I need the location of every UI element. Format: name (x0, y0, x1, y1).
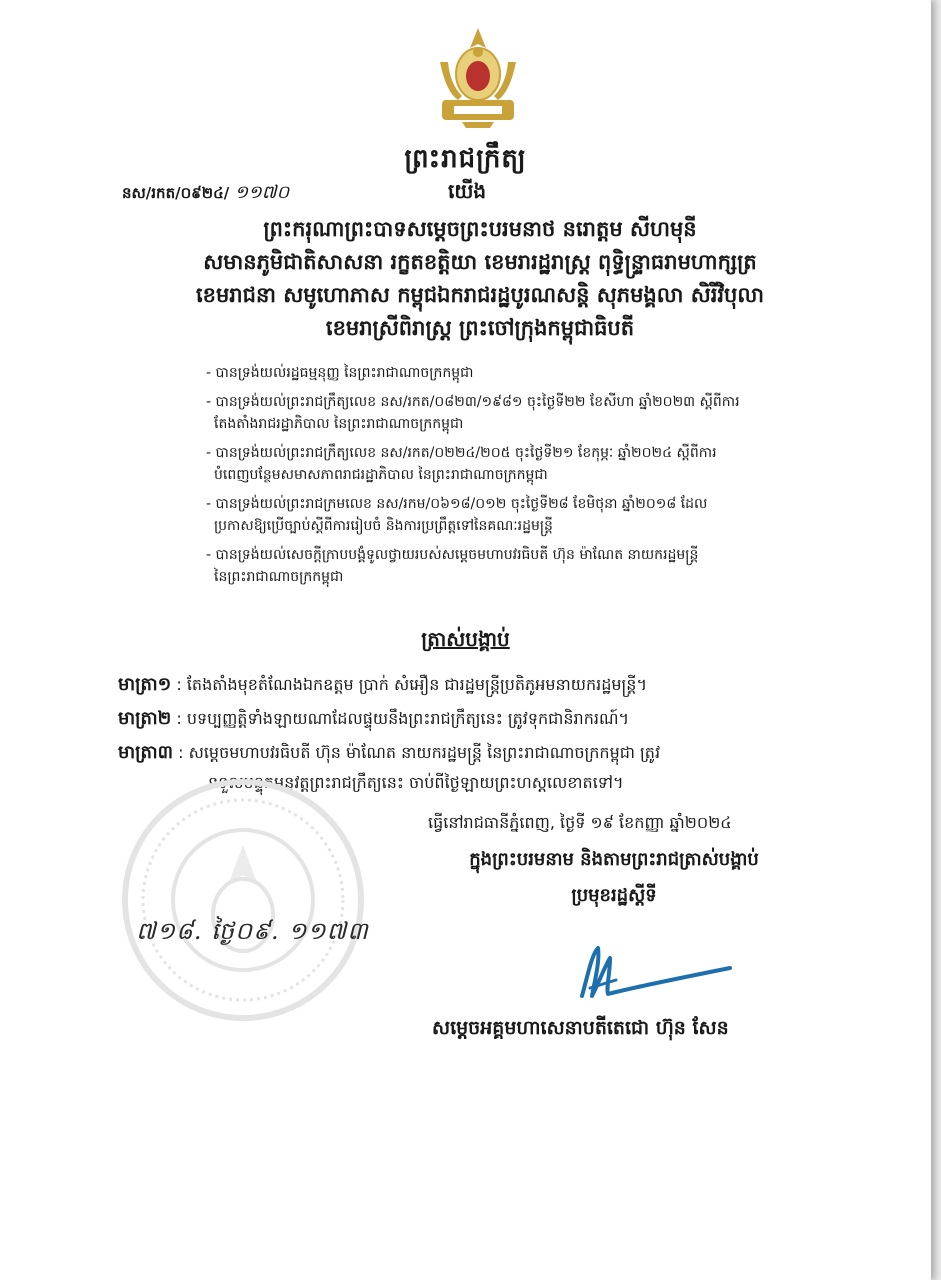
recital-text-cont: តែងតាំងរាជរដ្ឋាភិបាល នៃព្រះរាជាណាចក្រកម្ពុជា (214, 416, 464, 432)
article-text: : បទប្បញ្ញត្ដិទាំងឡាយណាដែលផ្ទុយនឹងព្រះរាជក្រឹត្យនេះ ត្រូវទុកជានិរាករណ៍។ (171, 709, 630, 728)
article-text-cont: ទទួលបន្ទុកអនុវត្ដព្រះរាជក្រឹត្យនេះ ចាប់ពីថ្ងៃឡាយព្រះហស្ដលេខាតទៅ។ (208, 773, 624, 792)
recitals-list (206, 362, 836, 595)
article-text: : តែងតាំងមុខតំណែងឯកឧត្ដម ប្រាក់ សំអឿន ជារដ្ឋមន្ដ្រីប្រតិភូអមនាយករដ្ឋមន្ដ្រី។ (171, 675, 648, 694)
recital-text-cont: ប្រកាសឱ្យប្រើច្បាប់ស្ដីពីការរៀបចំ និងការប្រព្រឹត្ដទៅនៃគណៈរដ្ឋមន្ដ្រី (214, 518, 553, 534)
recital-text: - បានទ្រង់យល់សេចក្ដីក្រាបបង្គំទូលថ្វាយរបស់សម្ដេចមហាបវរធិបតី ហ៊ុន ម៉ាណែត នាយករដ្ឋមន្ដ្រី (206, 547, 699, 563)
recital-item (206, 493, 836, 537)
article-text: : សម្ដេចមហាបវរធិបតី ហ៊ុន ម៉ាណែត នាយករដ្ឋមន្ដ្រី នៃព្រះរាជាណាចក្រកម្ពុជា ត្រូវ (173, 743, 661, 762)
authority-line: ក្នុងព្រះបរមនាម និងតាមព្រះរាជត្រាស់បង្គាប់ (469, 849, 759, 870)
article-label: មាត្រា២ (118, 708, 172, 729)
article-item (118, 668, 838, 702)
royal-coat-of-arms-icon (432, 22, 524, 132)
king-title-line: ខេមរាស្រីពិរាស្ដ្រ ព្រះចៅក្រុងកម្ពុជាធិបតី (325, 315, 635, 340)
article-label: មាត្រា១ (118, 674, 172, 695)
authority-block (394, 842, 834, 914)
place-and-date: ធ្វើនៅរាជធានីភ្នំពេញ, ថ្ងៃទី ១៩ ខែកញ្ញា ឆ្នាំ២០២៤ (428, 813, 732, 832)
reference-printed: នស/រកត/០៩២៤/ (122, 184, 230, 202)
king-title-line: ខេមរាជនា សមូហោភាស កម្ពុជឯករាជរដ្ឋបូរណសន្ដិ សុភមង្គលា សិរីវិបុលា (195, 282, 765, 307)
signature-icon (570, 944, 740, 1014)
recital-item (206, 362, 836, 384)
document-title: ព្រះរាជក្រឹត្យ (404, 144, 527, 174)
king-title-block (100, 212, 860, 344)
recital-text: - បានទ្រង់យល់ព្រះរាជក្រឹត្យលេខ នស/រកត/០២២៤/២០៥ ចុះថ្ងៃទី២១ ខែកុម្ភៈ ឆ្នាំ២០២៤ ស្ដីពីការ (206, 445, 717, 461)
signer-name: សម្ដេចអគ្គមហាសេនាបតីតេជោ ហ៊ុន សែន (432, 1017, 729, 1039)
recital-text: - បានទ្រង់យល់រដ្ឋធម្មនុញ្ញ នៃព្រះរាជាណាចក្រកម្ពុជា (206, 365, 474, 381)
decree-heading: ត្រាស់បង្គាប់ (421, 627, 510, 651)
article-label: មាត្រា៣ (118, 742, 174, 763)
reference-handwritten: ១១៧០ (234, 182, 290, 203)
king-title-line: សមានភូមិជាតិសាសនា រក្ខតខត្តិយា ខេមរារដ្ឋរាស្ដ្រ ពុទ្ធិន្ទ្រាធរាមហាក្សត្រ (203, 249, 757, 274)
recital-item (206, 442, 836, 486)
we-heading: យើង (448, 179, 487, 203)
article-item (118, 702, 838, 736)
reference-number (122, 180, 289, 207)
king-title-line: ព្រះករុណាព្រះបាទសម្ដេចព្រះបរមនាថ នរោត្ដម សីហមុនី (263, 216, 697, 241)
registration-stamp: ៧១៨. ថ្ងៃ០៩. ១១៧៣ (136, 917, 369, 945)
recital-text: - បានទ្រង់យល់ព្រះរាជក្រមលេខ នស/រកម/០៦១៨/០១២ ចុះថ្ងៃទី២៨ ខែមិថុនា ឆ្នាំ២០១៨ ដែល (206, 496, 708, 512)
embossed-seal-icon (118, 775, 368, 1025)
recital-item (206, 391, 836, 435)
recital-text: - បានទ្រង់យល់ព្រះរាជក្រឹត្យលេខ នស/រកត/០៨២៣/១៩៨១ ចុះថ្ងៃទី២២ ខែសីហា ឆ្នាំ២០២៣ ស្ដីពីការ (206, 394, 740, 410)
recital-text-cont: បំពេញបន្ថែមសមាសភាពរាជរដ្ឋាភិបាល នៃព្រះរាជាណាចក្រកម្ពុជា (214, 467, 548, 483)
recital-item (206, 544, 836, 588)
recital-text-cont: នៃព្រះរាជាណាចក្រកម្ពុជា (214, 569, 344, 585)
authority-line: ប្រមុខរដ្ឋស្ដីទី (571, 885, 657, 906)
